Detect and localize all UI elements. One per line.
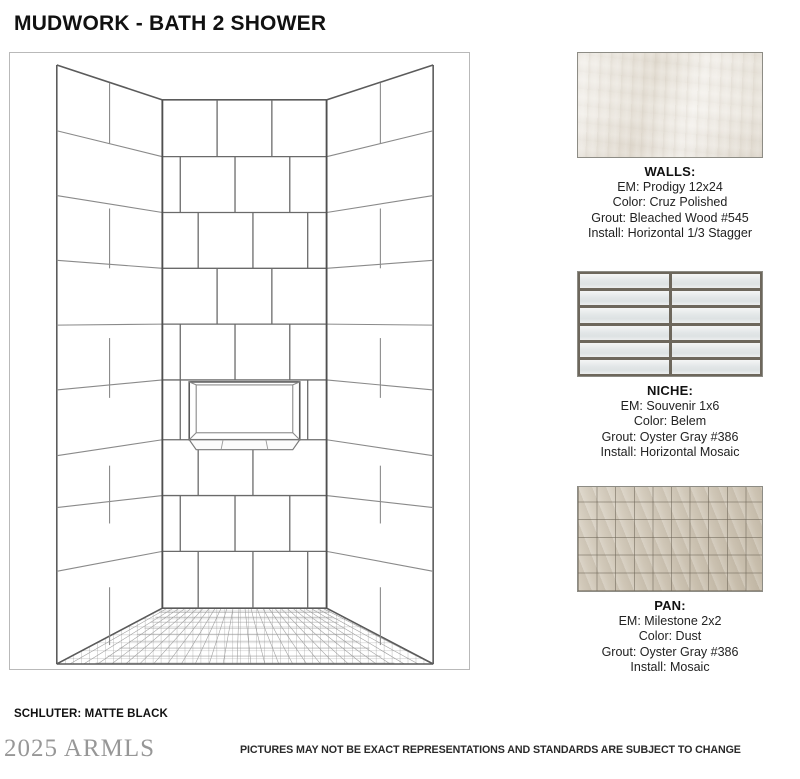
material-block-niche	[545, 271, 795, 461]
pan-caption-title: PAN:	[654, 598, 686, 613]
armls-watermark: 2025 ARMLS	[4, 735, 156, 762]
walls-caption	[545, 164, 795, 242]
shower-enclosure-perspective-drawing	[10, 53, 469, 669]
niche-tile-unit	[580, 308, 669, 322]
right-wall-tile-joints	[327, 83, 434, 645]
pan-caption-install: Install: Mosaic	[630, 660, 710, 674]
niche-tile-unit	[580, 291, 669, 305]
niche-tile-unit	[672, 291, 761, 305]
niche-tile-unit	[580, 274, 669, 288]
walls-caption-color: Color: Cruz Polished	[612, 195, 728, 209]
niche-tile-unit	[672, 360, 761, 374]
pan-mosaic-grid	[578, 487, 762, 591]
niche-tile-grid	[578, 272, 762, 376]
niche-tile-unit	[580, 326, 669, 340]
niche-caption-install: Install: Horizontal Mosaic	[600, 445, 740, 459]
schluter-note: SCHLUTER: MATTE BLACK	[14, 708, 168, 720]
niche-caption-color: Color: Belem	[633, 414, 707, 428]
walls-caption-em: EM: Prodigy 12x24	[617, 179, 723, 194]
shower-pan-mosaic	[57, 608, 433, 664]
pan-caption-color: Color: Dust	[638, 629, 702, 643]
material-block-walls	[545, 52, 795, 242]
disclaimer-text: PICTURES MAY NOT BE EXACT REPRESENTATIONS AND STANDARDS ARE SUBJECT TO CHANGE	[240, 744, 741, 756]
pan-caption-em: EM: Milestone 2x2	[618, 613, 722, 628]
pan-caption-grout: Grout: Oyster Gray #386	[601, 644, 739, 659]
niche-caption-title: NICHE:	[647, 383, 693, 398]
niche-tile-unit	[580, 343, 669, 357]
back-wall-tile-joints	[162, 100, 326, 608]
material-block-pan	[545, 486, 795, 676]
shower-drawing-panel	[9, 52, 470, 670]
niche-tile-unit	[672, 308, 761, 322]
page-title: MUDWORK - BATH 2 SHOWER	[14, 12, 327, 35]
walls-caption-title: WALLS:	[644, 164, 696, 179]
left-wall-tile-joints	[57, 83, 163, 645]
pan-tile-swatch	[577, 486, 763, 592]
niche-caption-em: EM: Souvenir 1x6	[620, 398, 720, 413]
niche-caption	[545, 383, 795, 461]
niche-tile-unit	[672, 343, 761, 357]
shower-niche	[189, 382, 300, 450]
niche-caption-grout: Grout: Oyster Gray #386	[601, 429, 739, 444]
pan-caption	[545, 598, 795, 676]
walls-tile-swatch	[577, 52, 763, 158]
niche-tile-swatch	[577, 271, 763, 377]
walls-caption-install: Install: Horizontal 1/3 Stagger	[588, 226, 752, 240]
niche-tile-unit	[672, 274, 761, 288]
niche-tile-unit	[672, 326, 761, 340]
walls-caption-grout: Grout: Bleached Wood #545	[591, 210, 749, 225]
niche-tile-unit	[580, 360, 669, 374]
